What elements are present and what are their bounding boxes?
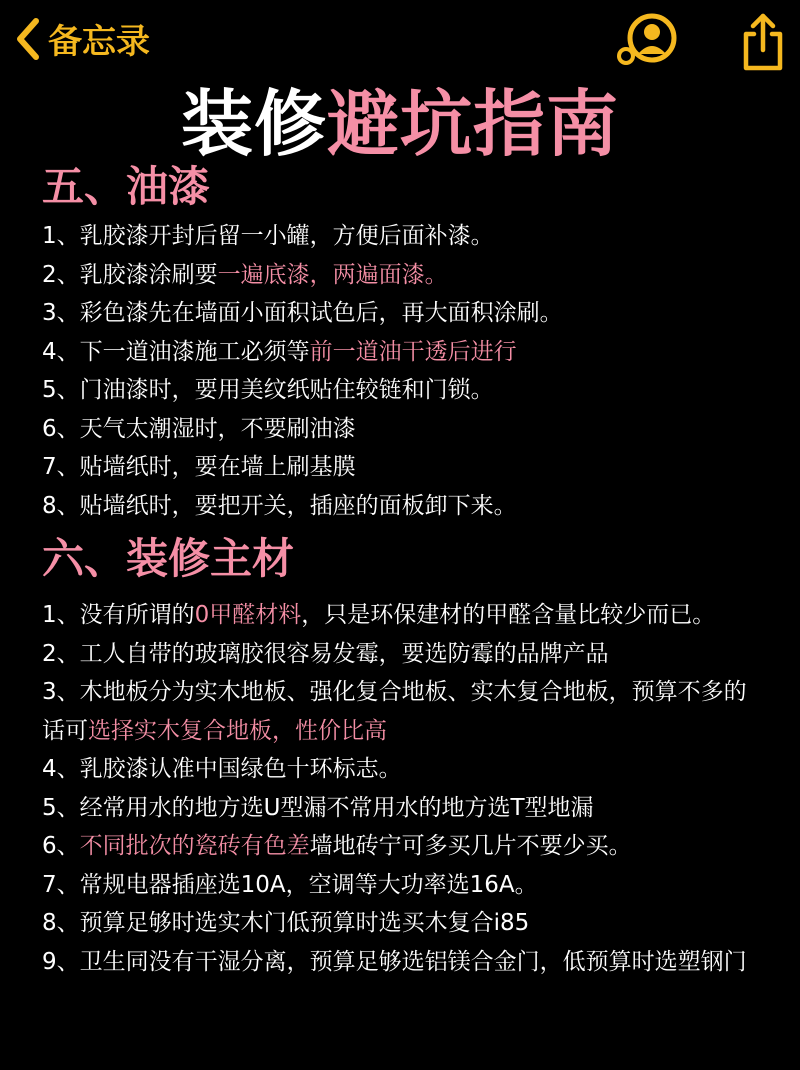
item-text: 8、贴墙纸时，要把开关，插座的面板卸下来。 xyxy=(42,492,517,519)
list-item xyxy=(42,635,762,674)
list-item xyxy=(42,596,762,635)
materials-tips-list xyxy=(42,596,762,981)
item-text: 7、贴墙纸时，要在墙上刷基膜 xyxy=(42,454,356,480)
navigation-bar xyxy=(0,0,800,90)
list-item xyxy=(42,410,762,449)
list-item xyxy=(42,487,762,526)
item-text: 3、彩色漆先在墙面小面积试色后，再大面积涂刷。 xyxy=(42,300,563,326)
list-item xyxy=(42,217,762,256)
item-text: 9、卫生同没有干湿分离，预算足够选铝镁合金门，低预算时选塑钢门 xyxy=(42,948,747,975)
page-title xyxy=(0,84,800,164)
chevron-left-icon xyxy=(12,15,42,63)
item-text: 1、没有所谓的 xyxy=(42,602,195,628)
item-text: 6、天气太潮湿时，不要刷油漆 xyxy=(42,415,356,442)
item-text: ，只是环保建材的甲醛含量比较少而已。 xyxy=(301,602,716,628)
list-item xyxy=(42,943,762,982)
item-text: 5、经常用水的地方选U型漏不常用水的地方选T型地漏 xyxy=(42,794,594,821)
item-text: 2、乳胶漆涂刷要 xyxy=(42,261,218,288)
back-label: 备忘录 xyxy=(48,22,150,62)
list-item xyxy=(42,750,762,789)
list-item xyxy=(42,904,762,943)
item-text: 8、预算足够时选实木门低预算时选买木复合i85 xyxy=(42,910,530,936)
list-item xyxy=(42,789,762,828)
list-item xyxy=(42,371,762,410)
paint-tips-list xyxy=(42,217,762,525)
section-heading-paint: 五、油漆 xyxy=(42,162,211,211)
title-part-pink: 避坑指南 xyxy=(327,82,620,166)
people-collaborate-icon[interactable] xyxy=(612,12,680,68)
highlighted-text: 选择实木复合地板，性价比高 xyxy=(88,717,387,744)
item-text: 6、 xyxy=(42,833,80,859)
highlighted-text: 一遍底漆，两遍面漆。 xyxy=(217,261,448,288)
item-text: 7、常规电器插座选10A，空调等大功率选16A。 xyxy=(42,871,538,898)
title-part-white: 装修 xyxy=(180,82,327,166)
highlighted-text: 不同批次的瓷砖有色差 xyxy=(79,833,310,859)
item-text: 1、乳胶漆开封后留一小罐，方便后面补漆。 xyxy=(42,223,494,249)
item-text: 墙地砖宁可多买几片不要少买。 xyxy=(309,833,632,859)
list-item xyxy=(42,448,762,487)
list-item xyxy=(42,827,762,866)
item-text: 4、乳胶漆认准中国绿色十环标志。 xyxy=(42,756,402,782)
item-text: 4、下一道油漆施工必须等 xyxy=(42,338,310,365)
list-item xyxy=(42,673,762,750)
highlighted-text: 0甲醛材料 xyxy=(194,602,302,628)
section-heading-materials: 六、装修主材 xyxy=(42,534,295,583)
list-item xyxy=(42,866,762,905)
item-text: 2、工人自带的玻璃胶很容易发霉，要选防霉的品牌产品 xyxy=(42,640,609,667)
back-button[interactable] xyxy=(12,14,150,63)
list-item xyxy=(42,294,762,333)
share-icon[interactable] xyxy=(740,12,786,72)
highlighted-text: 前一道油干透后进行 xyxy=(309,338,517,365)
list-item xyxy=(42,333,762,372)
item-text: 5、门油漆时，要用美纹纸贴住较链和门锁。 xyxy=(42,377,494,403)
list-item xyxy=(42,256,762,295)
item-text: 3、木地板分为实木地板、强化复合地板、实木复合地板，预算不多的话可 xyxy=(42,679,747,744)
